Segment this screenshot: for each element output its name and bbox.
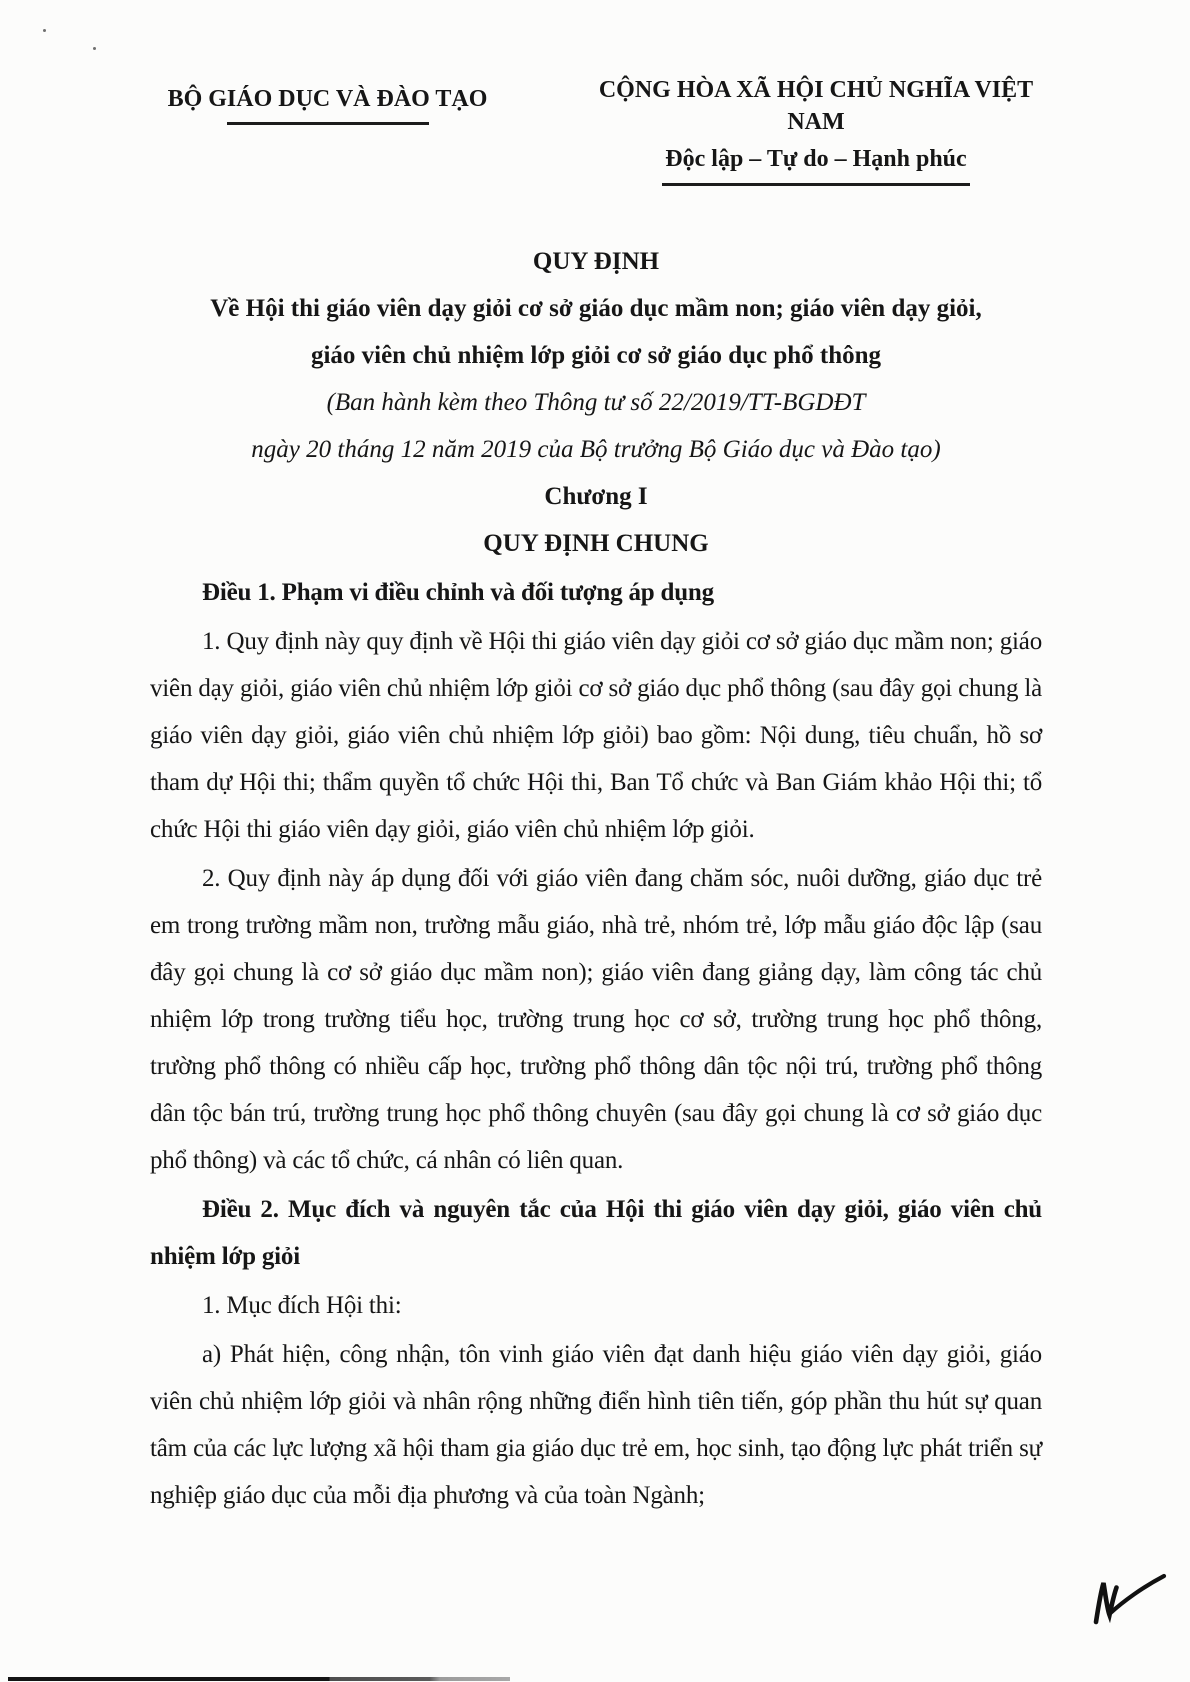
article-2-item-a: a) Phát hiện, công nhận, tôn vinh giáo viên đạt danh hiệu giáo viên dạy giỏi, giáo viên chủ nhiệm lớp giỏi và nhân rộng những điển hình tiên tiến, góp phần thu hút sự quan tâm của các lực lượng xã hội tham gia giáo dục trẻ em, học sinh, tạo động lực phát triển sự nghiệp giáo dục của mỗi địa phương và của toàn Ngành;: [150, 1341, 1042, 1509]
issuance-note-line-1: (Ban hành kèm theo Thông tư số 22/2019/TT-BGDĐT: [326, 389, 866, 416]
issuance-note-line-2: ngày 20 tháng 12 năm 2019 của Bộ trưởng Bộ Giáo dục và Đào tạo): [251, 436, 941, 463]
chapter-title: QUY ĐỊNH CHUNG: [483, 530, 709, 557]
signature-initial-mark: [1086, 1570, 1170, 1630]
scan-artifact-bar: [8, 1677, 510, 1681]
issuing-agency: BỘ GIÁO DỤC VÀ ĐÀO TẠO: [167, 86, 488, 112]
agency-underline: [227, 122, 429, 125]
scan-speck: [93, 47, 96, 50]
document-header: [150, 74, 1042, 186]
regulation-subject-line-2: giáo viên chủ nhiệm lớp giỏi cơ sở giáo dục phổ thông: [310, 342, 882, 369]
scan-speck: [43, 29, 46, 32]
national-motto: Độc lập – Tự do – Hạnh phúc: [662, 143, 969, 186]
article-1-paragraph-1: 1. Quy định này quy định về Hội thi giáo viên dạy giỏi cơ sở giáo dục mầm non; giáo viên dạy giỏi, giáo viên chủ nhiệm lớp giỏi cơ sở giáo dục phổ thông (sau đây gọi chung là giáo viên dạy giỏi, giáo viên chủ nhiệm lớp giỏi) bao gồm: Nội dung, tiêu chuẩn, hồ sơ tham dự Hội thi; thẩm quyền tổ chức Hội thi, Ban Tổ chức và Ban Giám khảo Hội thi; tổ chức Hội thi giáo viên dạy giỏi, giáo viên chủ nhiệm lớp giỏi.: [150, 628, 1042, 843]
article-2-heading: Điều 2. Mục đích và nguyên tắc của Hội thi giáo viên dạy giỏi, giáo viên chủ nhiệm lớp giỏi: [150, 1196, 1042, 1270]
article-2-paragraph-1: 1. Mục đích Hội thi:: [202, 1292, 402, 1319]
article-1-heading: Điều 1. Phạm vi điều chỉnh và đối tượng áp dụng: [202, 579, 714, 606]
issuing-agency-block: [150, 74, 505, 186]
title-block: [150, 238, 1042, 473]
regulation-subject-line-1: Về Hội thi giáo viên dạy giỏi cơ sở giáo dục mầm non; giáo viên dạy giỏi,: [210, 295, 982, 322]
chapter-number: Chương I: [544, 483, 648, 510]
national-name: CỘNG HÒA XÃ HỘI CHỦ NGHĨA VIỆT NAM: [598, 77, 1034, 135]
chapter-block: [150, 473, 1042, 567]
national-heading-block: [590, 74, 1042, 186]
article-1-paragraph-2: 2. Quy định này áp dụng đối với giáo viên đang chăm sóc, nuôi dưỡng, giáo dục trẻ em trong trường mầm non, trường mẫu giáo, nhà trẻ, nhóm trẻ, lớp mẫu giáo độc lập (sau đây gọi chung là cơ sở giáo dục mầm non); giáo viên đang giảng dạy, làm công tác chủ nhiệm lớp trong trường tiểu học, trường trung học cơ sở, trường trung học phổ thông, trường phổ thông có nhiều cấp học, trường phổ thông dân tộc nội trú, trường phổ thông dân tộc bán trú, trường trung học phổ thông chuyên (sau đây gọi chung là cơ sở giáo dục phổ thông) và các tổ chức, cá nhân có liên quan.: [150, 865, 1042, 1174]
document-content: [150, 74, 1042, 1519]
regulation-heading: QUY ĐỊNH: [532, 248, 660, 275]
